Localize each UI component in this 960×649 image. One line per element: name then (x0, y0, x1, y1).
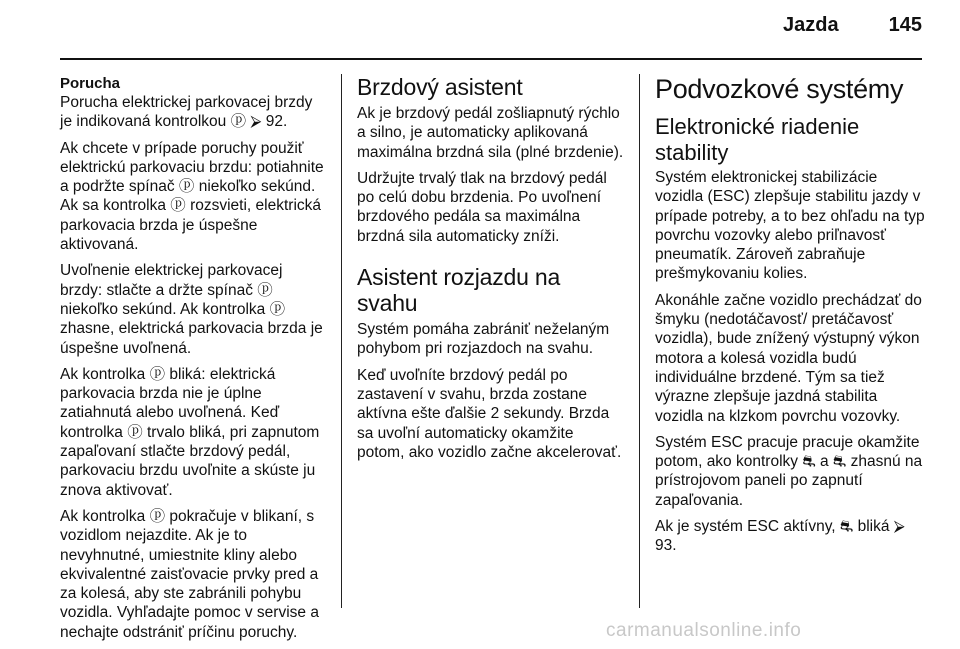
header-divider (60, 58, 922, 60)
paragraph: Ak kontrolka ⓟ bliká: elektrická parkovacia brzda nie je úplne zatiahnutá alebo uvoľnená. Keď kontrolka ⓟ trvalo bliká, pri zapnutom zapaľovaní stlačte brzdový pedál, parkovaciu brzdu uvoľnite a skúste ju znova aktivovať. (60, 365, 320, 499)
paragraph: Systém elektronickej stabilizácie vozidla (ESC) zlepšuje stabilitu jazdy v prípade potreby, a to bez ohľadu na typ povrchu vozovky alebo priľnavosť pneumatík. Zároveň zabraňuje prešmykovaniu kolies. (655, 169, 925, 283)
paragraph: Uvoľnenie elektrickej parkovacej brzdy: stlačte a držte spínač ⓟ niekoľko sekúnd. Ak kontrolka ⓟ zhasne, elektrická parkovacia brzda je úspešne uvoľnená. (60, 262, 323, 357)
column-divider (341, 74, 342, 608)
page-header (0, 14, 922, 37)
section-heading-porucha: Porucha (60, 75, 121, 92)
paragraph: Akonáhle začne vozidlo prechádzať do šmyku (nedotáčavosť/ pretáčavosť vozidla), bude znížený výstupný výkon motora a kolesá vozidla budú individuálne brzdené. Tým sa tiež výrazne zlepšuje jazdná stabilita vozidla na klzkom povrchu vozovky. (655, 291, 922, 425)
heading-podvozkove-systemy: Podvozkové systémy (655, 74, 904, 104)
section-title: Jazda (783, 14, 839, 36)
column-divider (639, 74, 640, 608)
column-middle (357, 74, 625, 469)
paragraph: Porucha elektrickej parkovacej brzdy je indikovaná kontrolkou ⓟ ⮚ 92. (60, 94, 313, 131)
column-right (655, 74, 925, 563)
paragraph: Ak kontrolka ⓟ pokračuje v blikaní, s vozidlom nejazdite. Ak je to nevyhnutné, umiestnite kliny alebo ekvivalentné zaisťovacie prvky pred a za kolesá, aby ste zabránili pohybu vozidla. Vyhľadajte pomoc v servise a nechajte odstrániť príčinu poruchy. (60, 507, 319, 641)
heading-brzdovy-asistent: Brzdový asistent (357, 74, 523, 100)
page-number: 145 (888, 14, 922, 36)
heading-asistent-rozjazdu: Asistent rozjazdu na svahu (357, 264, 561, 317)
paragraph: Keď uvoľníte brzdový pedál po zastavení v svahu, brzda zostane aktívna ešte ďalšie 2 sekundy. Brzda sa uvoľní automaticky okamžite potom, ako vozidlo začne akcelerovať. (357, 366, 622, 461)
column-left (60, 74, 328, 649)
paragraph: Systém ESC pracuje pracuje okamžite potom, ako kontrolky ⛐ a ⛐ zhasnú na prístrojovom paneli po zapnutí zapaľovania. (655, 433, 923, 509)
watermark: carmanualsonline.info (606, 620, 802, 641)
heading-esc: Elektronické riadenie stability (655, 114, 860, 165)
paragraph: Ak chcete v prípade poruchy použiť elektrickú parkovaciu brzdu: potiahnite a podržte spínač ⓟ niekoľko sekúnd. Ak sa kontrolka ⓟ rozsvieti, elektrická parkovacia brzda je úspešne aktivovaná. (60, 139, 324, 254)
paragraph: Udržujte trvalý tlak na brzdový pedál po celú dobu brzdenia. Po uvoľnení brzdového pedála sa maximálna brzdná sila automaticky zníži. (357, 169, 607, 245)
paragraph: Ak je brzdový pedál zošliapnutý rýchlo a silno, je automaticky aplikovaná maximálna brzdná sila (plné brzdenie). (357, 105, 624, 161)
paragraph: Systém pomáha zabrániť neželaným pohybom pri rozjazdoch na svahu. (357, 321, 610, 358)
paragraph: Ak je systém ESC aktívny, ⛐ bliká ⮚ 93. (655, 518, 905, 555)
